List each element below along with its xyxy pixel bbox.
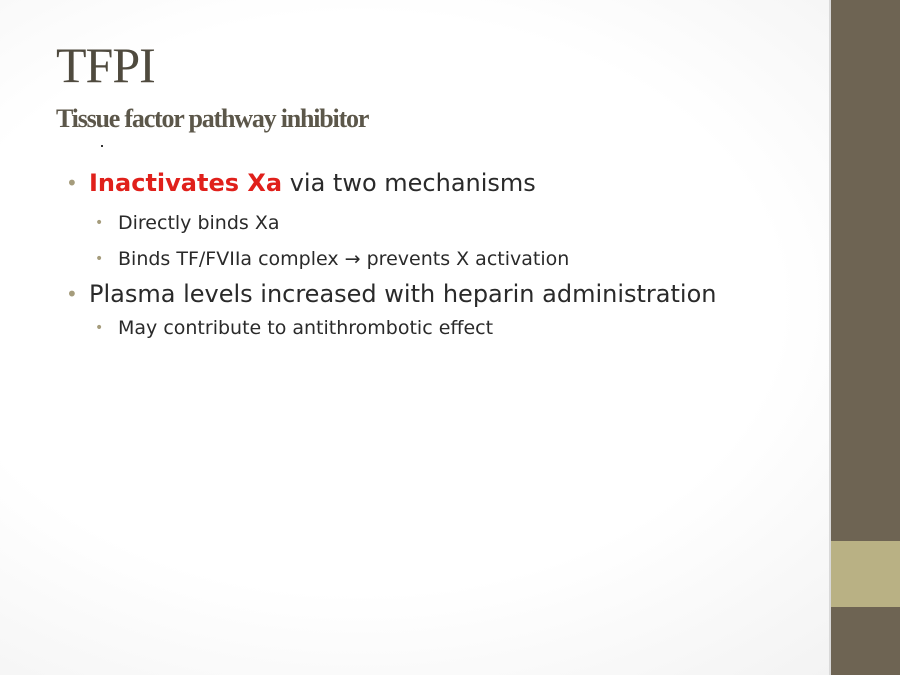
sub-bullet-text: Directly binds Xa <box>118 212 280 234</box>
bullet-marker: • <box>66 282 78 306</box>
sub-bullet-text: Binds TF/FVIIa complex → prevents X activation <box>118 248 570 270</box>
bullet-item <box>66 277 806 311</box>
sub-bullet-marker: • <box>95 320 104 336</box>
bullet-marker: • <box>66 171 78 195</box>
bullet-item <box>66 166 806 200</box>
slide-subtitle: Tissue factor pathway inhibitor <box>56 104 369 133</box>
sub-bullet-item <box>66 313 806 343</box>
sub-bullet-marker: • <box>95 251 104 267</box>
sub-bullet-text: May contribute to antithrombotic effect <box>118 317 494 339</box>
sub-bullet-marker: • <box>95 215 104 231</box>
sidebar-accent-block <box>831 541 900 607</box>
bullet-emphasis: Inactivates Xa <box>89 169 283 197</box>
sub-bullet-item <box>66 208 806 238</box>
bullet-text: via two mechanisms <box>282 169 536 197</box>
stray-dot <box>101 145 103 147</box>
bullet-list <box>66 166 806 343</box>
sub-bullet-item <box>66 244 806 274</box>
bullet-text: Plasma levels increased with heparin administration <box>89 280 717 308</box>
slide-title: TFPI <box>56 37 155 93</box>
